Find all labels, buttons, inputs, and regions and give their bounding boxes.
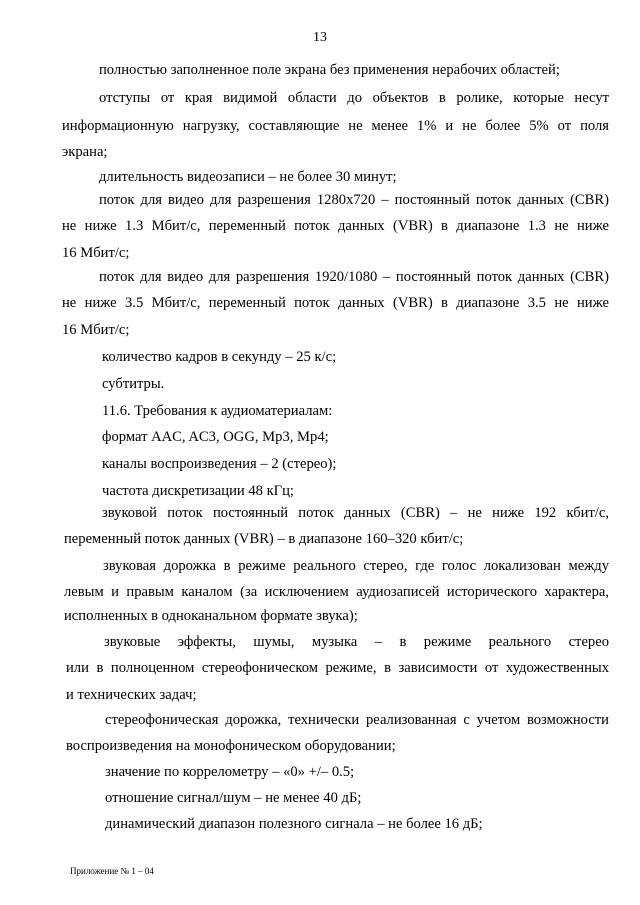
text-line: стереофоническая дорожка, технически реализованная с учетом возможности xyxy=(105,712,609,728)
text-line: каналы воспроизведения – 2 (стерео); xyxy=(102,456,337,472)
text-line: 16 Мбит/с; xyxy=(62,245,130,261)
footer-note: Приложение № 1 – 04 xyxy=(70,866,154,876)
text-line: и технических задач; xyxy=(66,687,197,703)
page-number: 13 xyxy=(313,30,327,45)
text-line: полностью заполненное поле экрана без применения нерабочих областей; xyxy=(99,62,560,78)
text-line: отношение сигнал/шум – не менее 40 дБ; xyxy=(105,790,362,806)
text-line: звуковая дорожка в режиме реального стерео, где голос локализован между xyxy=(103,558,609,574)
text-line: звуковые эффекты, шумы, музыка – в режиме реального стерео xyxy=(104,634,609,650)
text-line: отступы от края видимой области до объектов в ролике, которые несут xyxy=(99,90,609,106)
text-line: воспроизведения на монофоническом оборудовании; xyxy=(66,738,396,754)
text-line: не ниже 3.5 Мбит/с, переменный поток данных (VBR) в диапазоне 3.5 не ниже xyxy=(62,295,609,311)
text-line: 16 Мбит/с; xyxy=(62,322,130,338)
text-line: субтитры. xyxy=(102,376,165,392)
text-line: поток для видео для разрешения 1920/1080 – постоянный поток данных (CBR) xyxy=(99,269,609,285)
text-line: частота дискретизации 48 кГц; xyxy=(102,483,294,499)
text-line: формат AAC, AC3, OGG, Mp3, Mp4; xyxy=(102,429,329,445)
text-line: левым и правым каналом (за исключением аудиозаписей исторического характера, xyxy=(64,584,609,600)
text-line: поток для видео для разрешения 1280х720 – постоянный поток данных (CBR) xyxy=(99,192,609,208)
text-line: исполненных в одноканальном формате звука); xyxy=(64,608,358,624)
text-line: переменный поток данных (VBR) – в диапазоне 160–320 кбит/с; xyxy=(64,531,464,547)
text-line: экрана; xyxy=(62,144,108,160)
text-line: не ниже 1.3 Мбит/с, переменный поток данных (VBR) в диапазоне 1.3 не ниже xyxy=(62,218,609,234)
text-line: звуковой поток постоянный поток данных (CBR) – не ниже 192 кбит/с, xyxy=(102,505,609,521)
text-line: значение по коррелометру – «0» +/– 0.5; xyxy=(105,764,355,780)
text-line: 11.6. Требования к аудиоматериалам: xyxy=(102,403,333,419)
text-line: или в полноценном стереофоническом режиме, в зависимости от художественных xyxy=(66,660,609,676)
text-line: информационную нагрузку, составляющие не менее 1% и не более 5% от поля xyxy=(62,118,609,134)
text-line: динамический диапазон полезного сигнала – не более 16 дБ; xyxy=(105,816,483,832)
text-line: количество кадров в секунду – 25 к/с; xyxy=(102,349,337,365)
text-line: длительность видеозаписи – не более 30 минут; xyxy=(99,169,397,185)
